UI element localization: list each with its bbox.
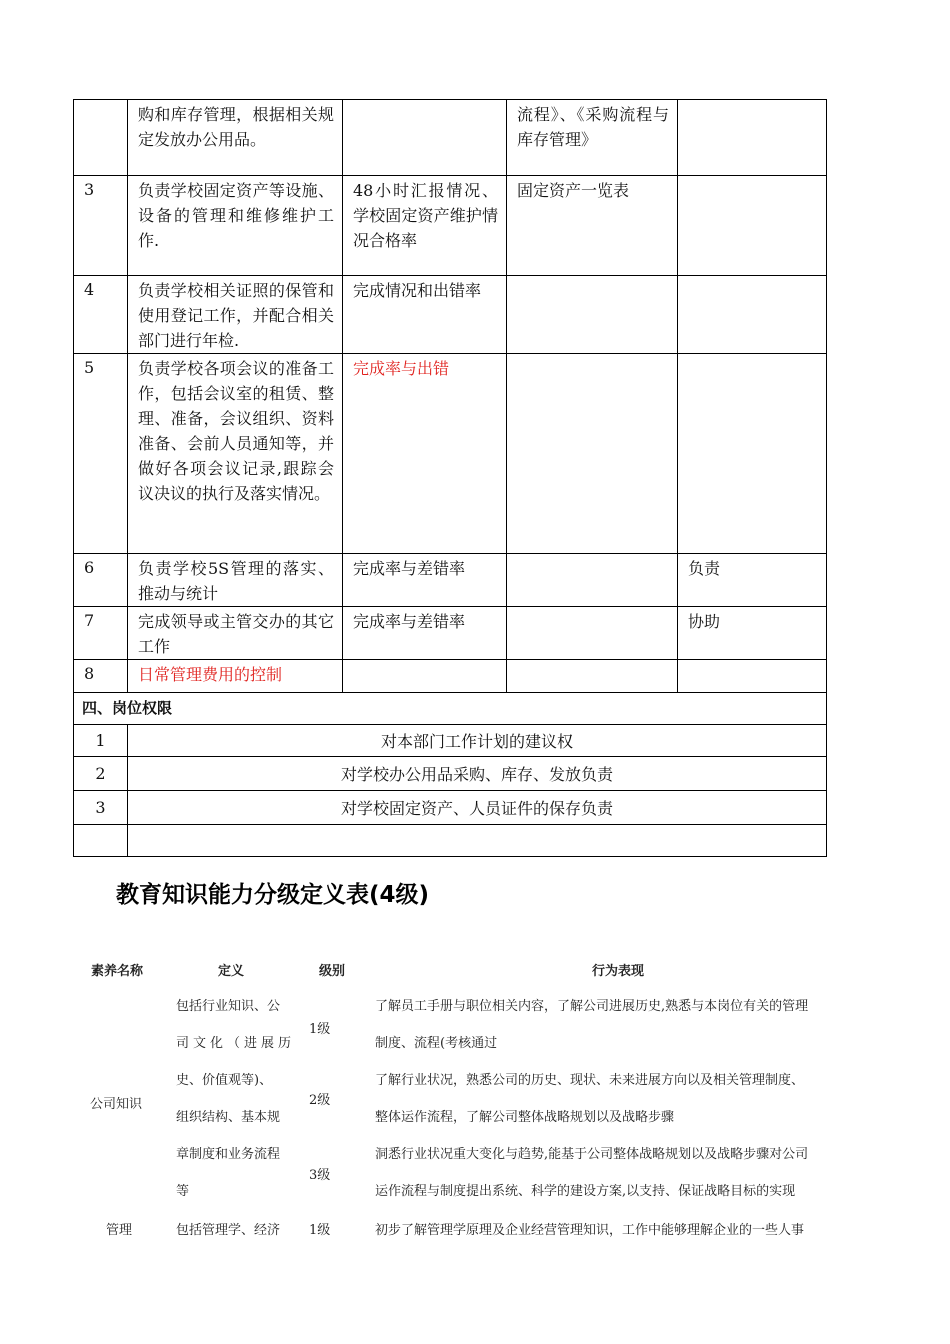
duty-description: 负责学校固定资产等设施、设备的管理和维修维护工作. — [128, 176, 343, 276]
authority-text: 对本部门工作计划的建议权 — [128, 725, 827, 757]
related-document: 流程》、《采购流程与库存管理》 — [507, 100, 678, 176]
competency-name: 管理 — [106, 1223, 133, 1238]
behavior-line: 初步了解管理学原理及企业经营管理知识，工作中能够理解企业的一些人事 — [375, 1223, 805, 1238]
authority-row — [74, 757, 827, 791]
row-number: 4 — [74, 276, 128, 354]
authority-text: 对学校办公用品采购、库存、发放负责 — [128, 757, 827, 791]
duty-row — [74, 607, 827, 660]
behavior-text — [375, 1136, 808, 1210]
row-number — [74, 100, 128, 176]
authority-row — [74, 825, 827, 857]
authority-row — [74, 791, 827, 825]
authority-number: 1 — [74, 725, 128, 757]
related-document — [507, 554, 678, 607]
section-title: 四、岗位权限 — [74, 693, 827, 725]
competency-name: 公司知识 — [90, 1097, 143, 1112]
assessment-standard — [343, 100, 507, 176]
assessment-standard: 完成率与差错率 — [343, 607, 507, 660]
role: 负责 — [678, 554, 827, 607]
related-document — [507, 354, 678, 554]
duty-row — [74, 354, 827, 554]
row-number: 5 — [74, 354, 128, 554]
row-number: 7 — [74, 607, 128, 660]
duty-description: 负责学校相关证照的保管和使用登记工作，并配合相关部门进行年检. — [128, 276, 343, 354]
behavior-text — [375, 988, 808, 1062]
definition-line: 包括管理学、经济 — [176, 1223, 281, 1238]
related-document — [507, 276, 678, 354]
duty-description: 负责学校各项会议的准备工作，包括会议室的租赁、整理、准备，会议组织、资料准备、会前人员通知等，并做好各项会议记录,跟踪会议决议的执行及落实情况。 — [128, 354, 343, 554]
row-number: 8 — [74, 660, 128, 693]
definition-line: 包括行业知识、公 — [176, 999, 281, 1014]
related-document — [507, 660, 678, 693]
row-number: 3 — [74, 176, 128, 276]
definition-line: 等 — [176, 1184, 190, 1199]
assessment-standard — [343, 660, 507, 693]
duty-row — [74, 176, 827, 276]
behavior-line: 了解员工手册与职位相关内容，了解公司进展历史,熟悉与本岗位有关的管理 — [375, 999, 809, 1014]
role — [678, 354, 827, 554]
duty-description: 负责学校5S管理的落实、推动与统计 — [128, 554, 343, 607]
level-label: 1级 — [309, 1022, 331, 1037]
level-label: 2级 — [309, 1093, 331, 1108]
level-label: 1级 — [309, 1223, 331, 1238]
behavior-line: 运作流程与制度提出系统、科学的建设方案,以支持、保证战略目标的实现 — [375, 1184, 796, 1199]
role — [678, 176, 827, 276]
role — [678, 660, 827, 693]
header-behavior: 行为表现 — [592, 964, 645, 979]
authority-row — [74, 725, 827, 757]
definition-line: 司文化（进展历 — [176, 1036, 296, 1051]
duty-row — [74, 100, 827, 176]
header-name: 素养名称 — [91, 964, 144, 979]
duty-description: 完成领导或主管交办的其它工作 — [128, 607, 343, 660]
assessment-standard: 48小时汇报情况、学校固定资产维护情况合格率 — [343, 176, 507, 276]
duty-row — [74, 660, 827, 693]
authority-number: 3 — [74, 791, 128, 825]
assessment-standard: 完成情况和出错率 — [343, 276, 507, 354]
authority-text: 对学校固定资产、人员证件的保存负责 — [128, 791, 827, 825]
duty-description: 购和库存管理，根据相关规定发放办公用品。 — [128, 100, 343, 176]
definition-line: 组织结构、基本规 — [176, 1110, 281, 1125]
authority-text — [128, 825, 827, 857]
definition-line: 章制度和业务流程 — [176, 1147, 281, 1162]
header-level: 级别 — [319, 964, 346, 979]
duty-row — [74, 276, 827, 354]
row-number: 6 — [74, 554, 128, 607]
authority-number — [74, 825, 128, 857]
assessment-standard: 完成率与差错率 — [343, 554, 507, 607]
definition-line: 史、价值观等)、 — [176, 1073, 273, 1088]
section-header-row — [74, 693, 827, 725]
header-definition: 定义 — [218, 964, 245, 979]
level-label: 3级 — [309, 1168, 331, 1183]
behavior-line: 整体运作流程，了解公司整体战略规划以及战略步骤 — [375, 1110, 675, 1125]
role — [678, 276, 827, 354]
role: 协助 — [678, 607, 827, 660]
behavior-line: 了解行业状况，熟悉公司的历史、现状、未来进展方向以及相关管理制度、 — [375, 1073, 805, 1088]
duty-row — [74, 554, 827, 607]
assessment-standard: 完成率与出错 — [343, 354, 507, 554]
related-document — [507, 607, 678, 660]
competency-definition — [176, 988, 295, 1210]
behavior-line: 制度、流程(考核通过 — [375, 1036, 498, 1051]
duty-table — [73, 99, 827, 857]
role — [678, 100, 827, 176]
page-heading: 教育知识能力分级定义表(4级) — [116, 882, 430, 908]
related-document: 固定资产一览表 — [507, 176, 678, 276]
duty-description: 日常管理费用的控制 — [128, 660, 343, 693]
behavior-line: 洞悉行业状况重大变化与趋势,能基于公司整体战略规划以及战略步骤对公司 — [375, 1147, 809, 1162]
behavior-text — [375, 1062, 804, 1136]
authority-number: 2 — [74, 757, 128, 791]
